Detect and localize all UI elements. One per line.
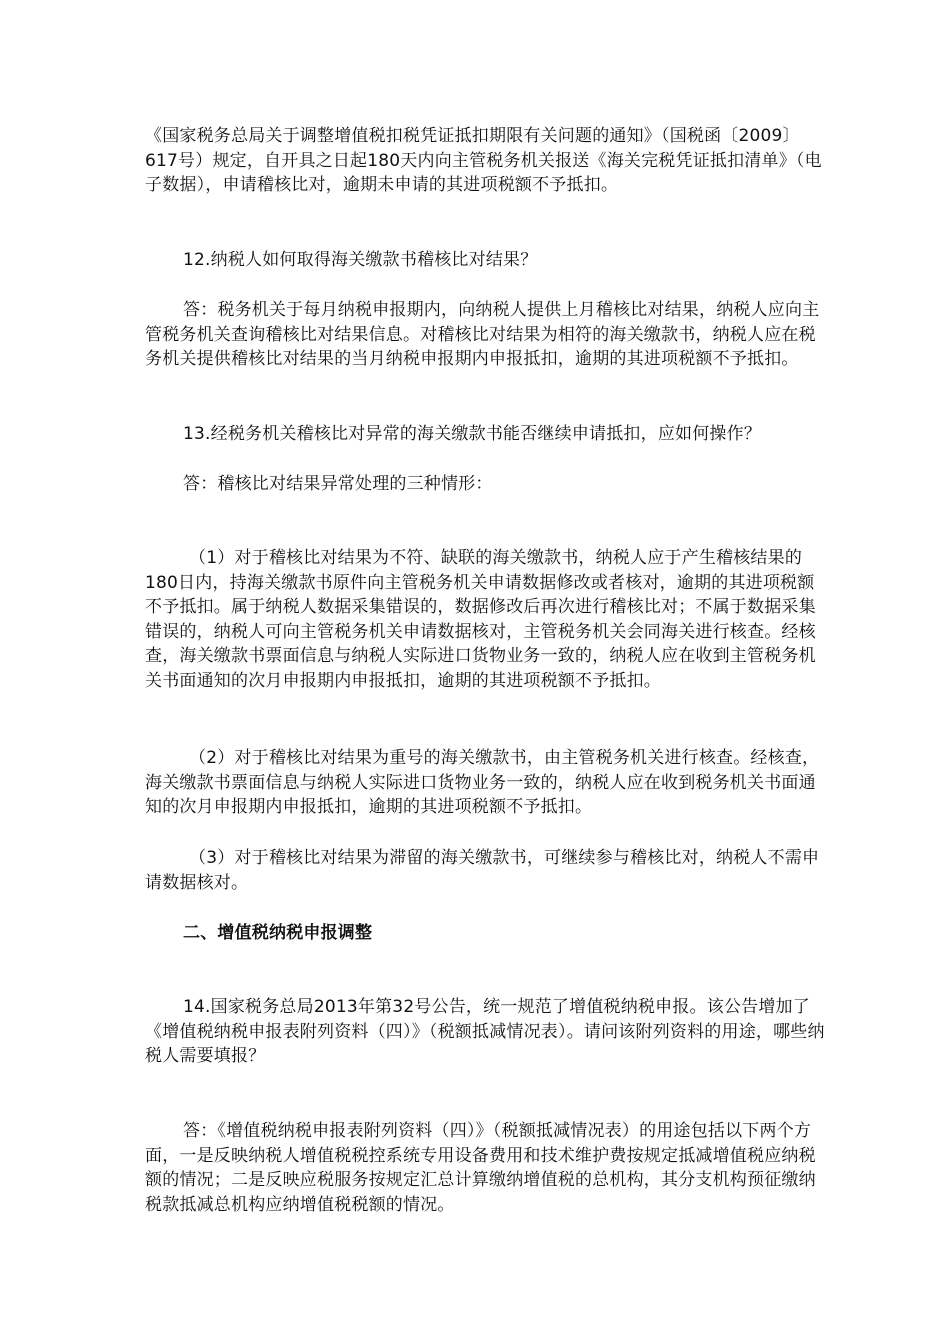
answer-12: 答：税务机关于每月纳税申报期内，向纳税人提供上月稽核比对结果，纳税人应向主管税务机关查询稽核比对结果信息。对稽核比对结果为相符的海关缴款书，纳税人应在税务机关提供稽核比对结果的当月纳税申报期内申报抵扣，逾期的其进项税额不予抵扣。 [145,300,820,369]
question-12: 12.纳税人如何取得海关缴款书稽核比对结果？ [183,250,538,270]
answer-13-case-3: （3）对于稽核比对结果为滞留的海关缴款书，可继续参与稽核比对，纳税人不需申请数据核对。 [145,848,820,893]
answer-13-case-1: （1）对于稽核比对结果为不符、缺联的海关缴款书，纳税人应于产生稽核结果的180日内，持海关缴款书原件向主管税务机关申请数据修改或者核对，逾期的其进项税额不予抵扣。属于纳税人数据采集错误的，数据修改后再次进行稽核比对；不属于数据采集错误的，纳税人可向主管税务机关申请数据核对，主管税务机关会同海关进行核查。经核查，海关缴款书票面信息与纳税人实际进口货物业务一致的，纳税人应在收到主管税务机关书面通知的次月申报期内申报抵扣，逾期的其进项税额不予抵扣。 [145,548,816,691]
answer-14: 答：《增值税纳税申报表附列资料（四）》（税额抵减情况表）的用途包括以下两个方面，一是反映纳税人增值税税控系统专用设备费用和技术维护费按规定抵减增值税应纳税额的情况；二是反映应税服务按规定汇总计算缴纳增值税的总机构，其分支机构预征缴纳税款抵减总机构应纳增值税税额的情况。 [145,1121,816,1215]
answer-13-intro: 答：稽核比对结果异常处理的三种情形： [183,474,493,494]
paragraph-notice-reference: 《国家税务总局关于调整增值税扣税凭证抵扣期限有关问题的通知》（国税函〔2009〕617号）规定，自开具之日起180天内向主管税务机关报送《海关完税凭证抵扣清单》（电子数据），申请稽核比对，逾期未申请的其进项税额不予抵扣。 [145,126,822,195]
section-heading-2: 二、增值税纳税申报调整 [183,923,373,943]
question-13: 13.经税务机关稽核比对异常的海关缴款书能否继续申请抵扣，应如何操作？ [183,424,762,444]
answer-13-case-2: （2）对于稽核比对结果为重号的海关缴款书，由主管税务机关进行核查。经核查，海关缴款书票面信息与纳税人实际进口货物业务一致的，纳税人应在收到税务机关书面通知的次月申报期内申报抵扣，逾期的其进项税额不予抵扣。 [145,748,820,817]
question-14: 14.国家税务总局2013年第32号公告，统一规范了增值税纳税申报。该公告增加了《增值税纳税申报表附列资料（四）》（税额抵减情况表）。请问该附列资料的用途，哪些纳税人需要填报？ [145,997,825,1066]
